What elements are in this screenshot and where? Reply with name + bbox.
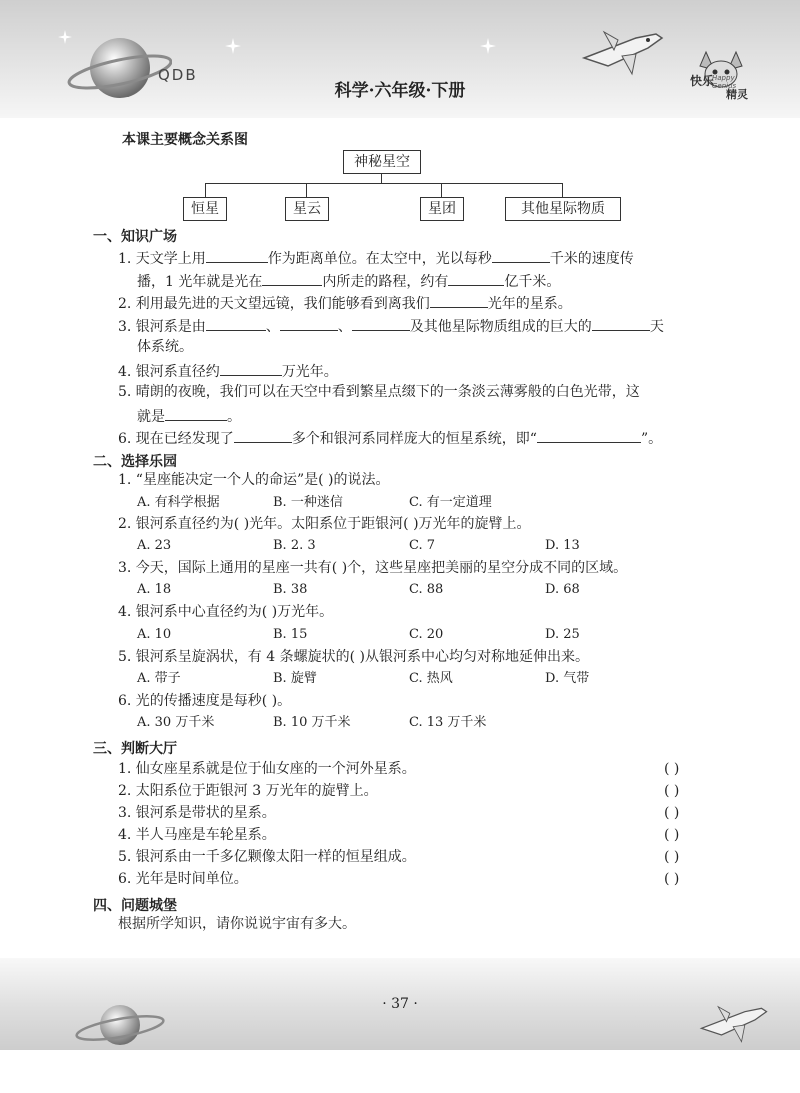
- answer-blank[interactable]: [280, 315, 338, 331]
- answer-blank[interactable]: [165, 405, 227, 421]
- choice-option[interactable]: A. 10: [137, 627, 172, 642]
- choice-option[interactable]: D. 25: [545, 627, 580, 642]
- judge-statement: 3. 银河系是带状的星系。: [118, 805, 276, 821]
- concept-child-box: 星团: [420, 197, 464, 221]
- question-5-line-2: [137, 405, 241, 427]
- question-text: 亿千米。: [504, 274, 561, 290]
- section-title-knowledge: 一、知识广场: [93, 229, 177, 245]
- choice-question: 4. 银河系中心直径约为( )万光年。: [118, 604, 334, 620]
- answer-blank[interactable]: [592, 315, 650, 331]
- judge-answer-paren[interactable]: ( ): [664, 783, 680, 799]
- planet-icon: [68, 995, 168, 1055]
- question-3-line-2: 体系统。: [137, 339, 193, 355]
- question-text: 2. 利用最先进的天文望远镜，我们能够看到离我们: [118, 296, 430, 312]
- concept-child-box: 其他星际物质: [505, 197, 621, 221]
- connector-line: [562, 183, 563, 197]
- question-text: 多个和银河系同样庞大的恒星系统，即“: [291, 431, 537, 447]
- answer-blank[interactable]: [206, 315, 266, 331]
- choice-question: 5. 银河系呈旋涡状，有 4 条螺旋状的( )从银河系中心均匀对称地延伸出来。: [118, 649, 589, 665]
- choice-option[interactable]: C. 20: [409, 627, 444, 642]
- space-shuttle-icon: [578, 24, 668, 84]
- question-text: 4. 银河系直径约: [118, 364, 220, 380]
- question-1-line-2: [137, 270, 560, 292]
- choice-question: 2. 银河系直径约为( )光年。太阳系位于距银河( )万光年的旋臂上。: [118, 516, 531, 532]
- choice-option[interactable]: B. 旋臂: [273, 671, 317, 686]
- answer-blank[interactable]: [220, 360, 282, 376]
- choice-option[interactable]: A. 带子: [137, 671, 181, 686]
- question-text: 作为距离单位。在太空中，光以每秒: [267, 251, 492, 267]
- star-icon: [58, 30, 72, 44]
- choice-option[interactable]: C. 热风: [409, 671, 453, 686]
- question-text: 内所走的路程，约有: [322, 274, 449, 290]
- question-text: 及其他星际物质组成的巨大的: [409, 319, 592, 335]
- choice-option[interactable]: B. 一种迷信: [273, 495, 343, 510]
- question-1-line-1: [118, 247, 634, 269]
- question-text: 、: [265, 319, 280, 335]
- question-5-line-1: 5. 晴朗的夜晚，我们可以在天空中看到繁星点缀下的一条淡云薄雾般的白色光带，这: [118, 384, 640, 400]
- star-icon: [225, 38, 241, 54]
- answer-blank[interactable]: [206, 247, 268, 263]
- judge-answer-paren[interactable]: ( ): [664, 871, 680, 887]
- judge-statement: 5. 银河系由一千多亿颗像太阳一样的恒星组成。: [118, 849, 416, 865]
- choice-question: 1. “星座能决定一个人的命运”是( )的说法。: [118, 472, 390, 488]
- answer-blank[interactable]: [537, 427, 641, 443]
- star-icon: [480, 38, 496, 54]
- judge-answer-paren[interactable]: ( ): [664, 805, 680, 821]
- choice-option[interactable]: A. 18: [137, 582, 172, 597]
- question-text: 千米的速度传: [549, 251, 634, 267]
- question-text: 就是: [137, 409, 165, 425]
- concept-map-heading: 本课主要概念关系图: [122, 132, 248, 148]
- section-title-judge: 三、判断大厅: [93, 741, 177, 757]
- concept-root-box: 神秘星空: [343, 150, 421, 174]
- choice-option[interactable]: D. 气带: [545, 671, 590, 686]
- answer-blank[interactable]: [234, 427, 292, 443]
- judge-statement: 2. 太阳系位于距银河 3 万光年的旋臂上。: [118, 783, 378, 799]
- choice-option[interactable]: D. 13: [545, 538, 580, 553]
- choice-option[interactable]: B. 10 万千米: [273, 715, 351, 730]
- answer-blank[interactable]: [430, 292, 488, 308]
- choice-option[interactable]: A. 30 万千米: [137, 715, 215, 730]
- connector-line: [441, 183, 442, 197]
- question-text: 、: [337, 319, 352, 335]
- section-title-choice: 二、选择乐园: [93, 454, 177, 470]
- choice-option[interactable]: C. 有一定道理: [409, 495, 492, 510]
- answer-blank[interactable]: [262, 270, 322, 286]
- concept-child-box: 恒星: [183, 197, 227, 221]
- question-4: [118, 360, 338, 382]
- choice-option[interactable]: B. 15: [273, 627, 308, 642]
- concept-child-box: 星云: [285, 197, 329, 221]
- logo-text-en: Happy Genius: [712, 74, 737, 90]
- answer-blank[interactable]: [352, 315, 410, 331]
- choice-option[interactable]: B. 38: [273, 582, 308, 597]
- page-title: 科学·六年级·下册: [334, 81, 466, 101]
- question-text: ”。: [640, 431, 663, 447]
- connector-line: [205, 183, 562, 184]
- question-text: 光年的星系。: [487, 296, 572, 312]
- question-text: 6. 现在已经发现了: [118, 431, 234, 447]
- question-text: 天: [649, 319, 664, 335]
- question-text: 。: [227, 409, 241, 425]
- connector-line: [205, 183, 206, 197]
- page-number: · 37 ·: [382, 996, 418, 1012]
- choice-question: 3. 今天，国际上通用的星座一共有( )个，这些星座把美丽的星空分成不同的区域。: [118, 560, 628, 576]
- judge-statement: 6. 光年是时间单位。: [118, 871, 248, 887]
- judge-statement: 1. 仙女座星系就是位于仙女座的一个河外星系。: [118, 761, 416, 777]
- judge-answer-paren[interactable]: ( ): [664, 827, 680, 843]
- question-text: 1. 天文学上用: [118, 251, 206, 267]
- choice-option[interactable]: C. 13 万千米: [409, 715, 487, 730]
- judge-answer-paren[interactable]: ( ): [664, 849, 680, 865]
- space-shuttle-icon: [694, 1000, 774, 1050]
- answer-blank[interactable]: [448, 270, 504, 286]
- logo-text-cn: 快乐: [690, 74, 715, 88]
- choice-option[interactable]: A. 23: [137, 538, 172, 553]
- judge-statement: 4. 半人马座是车轮星系。: [118, 827, 276, 843]
- answer-blank[interactable]: [492, 247, 550, 263]
- open-question: 根据所学知识，请你说说宇宙有多大。: [118, 916, 356, 932]
- section-title-question: 四、问题城堡: [93, 898, 177, 914]
- question-6: [118, 427, 662, 449]
- choice-option[interactable]: D. 68: [545, 582, 580, 597]
- logo-text-cn2: 精灵: [726, 88, 748, 101]
- choice-option[interactable]: C. 7: [409, 538, 436, 553]
- question-text: 万光年。: [281, 364, 338, 380]
- connector-line: [306, 183, 307, 197]
- choice-option[interactable]: C. 88: [409, 582, 444, 597]
- question-text: 播，1 光年就是光在: [137, 274, 263, 290]
- choice-question: 6. 光的传播速度是每秒( )。: [118, 693, 292, 709]
- question-text: 3. 银河系是由: [118, 319, 206, 335]
- brand-mark: QDB: [158, 66, 198, 84]
- question-2: [118, 292, 572, 314]
- judge-answer-paren[interactable]: ( ): [664, 761, 680, 777]
- choice-option[interactable]: B. 2. 3: [273, 538, 316, 553]
- question-3-line-1: [118, 315, 664, 337]
- choice-option[interactable]: A. 有科学根据: [137, 495, 220, 510]
